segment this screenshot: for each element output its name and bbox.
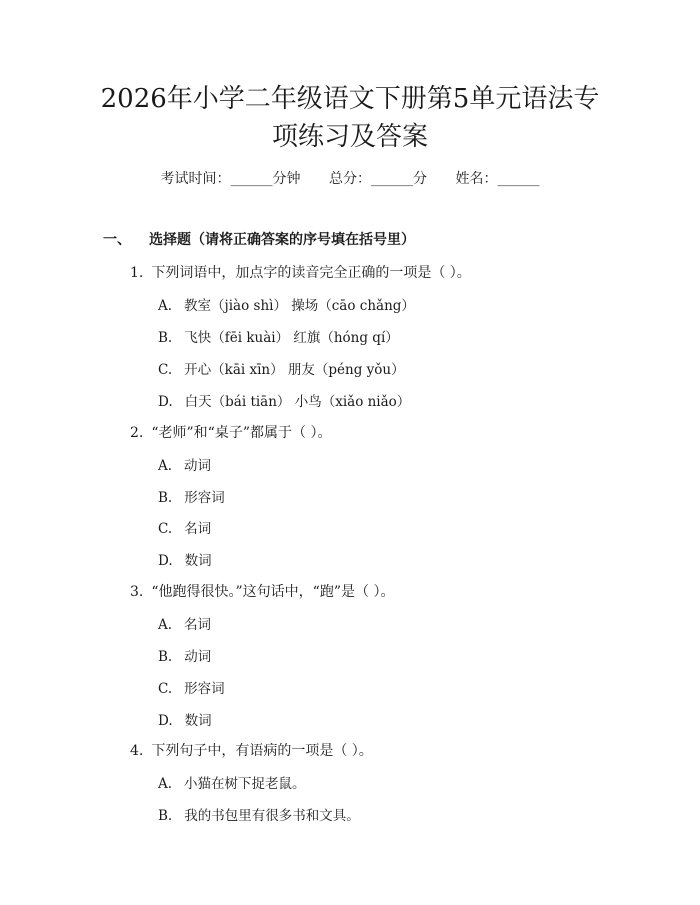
question-text: 下列句子中，有语病的一项是（ ）。 (151, 743, 373, 759)
question-number: 4. (130, 743, 144, 759)
option-letter: B. (158, 649, 173, 665)
option-text: 开心（kāi xīn） 朋友（péng yǒu） (184, 362, 405, 378)
student-name-field: 姓名：______ (455, 171, 540, 187)
option (158, 358, 405, 378)
option-text: 动词 (184, 649, 212, 665)
option-letter: C. (158, 362, 173, 378)
option-letter: A. (158, 298, 173, 314)
option-letter: A. (158, 617, 173, 633)
option-letter: B. (158, 808, 173, 824)
option (158, 390, 410, 410)
option-letter: A. (158, 776, 173, 792)
option (158, 772, 306, 792)
option (158, 294, 415, 314)
option-text: 动词 (184, 458, 212, 474)
question-text: “他跑得很快。”这句话中，“跑”是（ ）。 (151, 584, 395, 600)
question (130, 581, 394, 601)
title-line-1: 2026年小学二年级语文下册第5单元语法专 (100, 84, 600, 114)
option-letter: C. (158, 681, 173, 697)
option-letter: C. (158, 521, 173, 537)
section-number: 一、 (103, 232, 131, 248)
option-text: 名词 (184, 521, 212, 537)
option-text: 飞快（fēi kuài） 红旗（hóng qí） (184, 330, 399, 346)
exam-time-field: 考试时间：______分钟 (160, 171, 301, 187)
question-number: 2. (130, 425, 144, 441)
option-letter: D. (158, 553, 173, 569)
option-text: 名词 (184, 617, 212, 633)
option (158, 326, 399, 346)
question (130, 262, 471, 282)
option (158, 613, 211, 633)
option (158, 645, 211, 665)
option-letter: D. (158, 713, 173, 729)
option-letter: D. (158, 394, 173, 410)
option (158, 709, 212, 729)
option-text: 形容词 (184, 490, 225, 506)
option-text: 我的书包里有很多书和文具。 (184, 808, 360, 824)
option (158, 804, 360, 824)
total-score-field: 总分：______分 (329, 171, 427, 187)
section-title: 选择题（请将正确答案的序号填在括号里） (149, 232, 415, 248)
option-text: 教室（jiào shì） 操场（cāo chǎng） (184, 298, 415, 314)
exam-info (0, 168, 700, 188)
option-text: 数词 (184, 713, 212, 729)
option (158, 486, 225, 506)
title-line-2: 项练习及答案 (271, 122, 428, 152)
option (158, 517, 211, 537)
option-letter: A. (158, 458, 173, 474)
option-text: 小猫在树下捉老鼠。 (184, 776, 306, 792)
question-number: 3. (130, 584, 144, 600)
option (158, 454, 211, 474)
option-letter: B. (158, 330, 173, 346)
question-text: “老师”和“桌子”都属于（ ）。 (151, 425, 332, 441)
question (130, 422, 331, 442)
option-text: 数词 (184, 553, 212, 569)
option-letter: B. (158, 490, 173, 506)
question-text: 下列词语中，加点字的读音完全正确的一项是（ ）。 (151, 265, 471, 281)
option-text: 白天（bái tiān） 小鸟（xiǎo niǎo） (184, 394, 411, 410)
option (158, 677, 225, 697)
option-text: 形容词 (184, 681, 225, 697)
question (130, 740, 373, 760)
section-heading (103, 229, 415, 249)
option (158, 549, 212, 569)
question-number: 1. (130, 265, 144, 281)
